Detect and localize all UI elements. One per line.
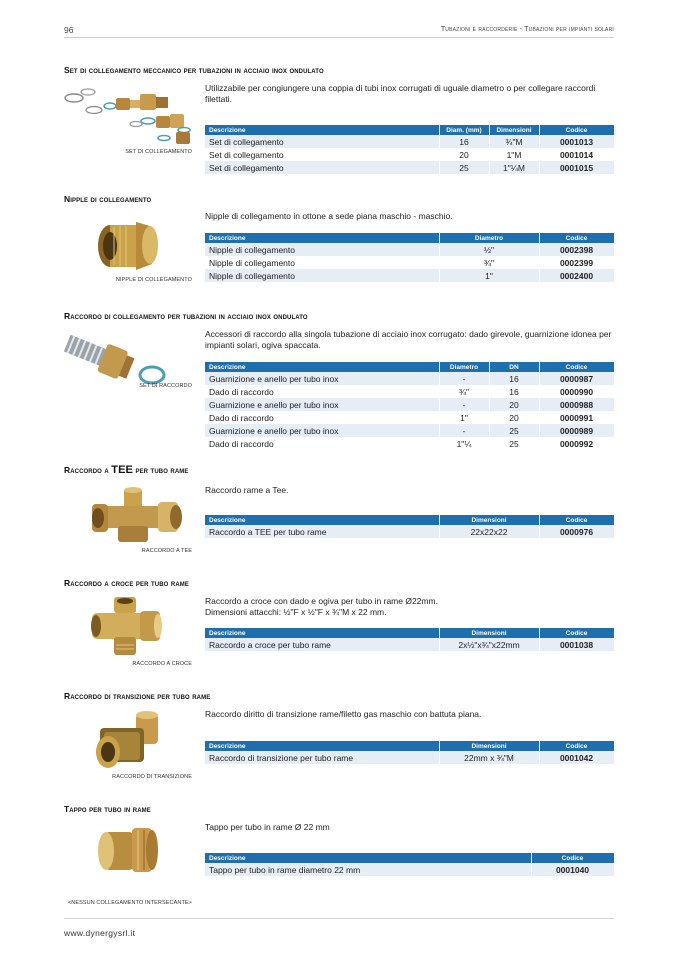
col-header: Dimensioni (439, 628, 539, 638)
col-header: Dimensioni (439, 515, 539, 525)
col-header: Descrizione (205, 515, 439, 525)
col-header: Descrizione (205, 853, 531, 863)
cell-diameter: - (439, 372, 489, 385)
image-caption: <NESSUN COLLEGAMENTO INTERSECANTE> (67, 900, 192, 906)
col-header: Descrizione (205, 233, 439, 243)
cell-code: 0000988 (539, 398, 614, 411)
product-image-tee (88, 486, 184, 546)
cell-code: 0002398 (539, 243, 614, 256)
section-title: Set di collegamento meccanico per tubazioni in acciaio inox ondulato (64, 65, 324, 75)
section-title (64, 464, 189, 476)
cell-code: 0001013 (539, 135, 614, 148)
header-title: Tubazioni e raccorderie - Tubazioni per impianti solari (440, 26, 614, 33)
image-caption: SET DI COLLEGAMENTO (125, 149, 192, 155)
table-row (205, 148, 614, 161)
product-image-set-raccordo (64, 329, 174, 391)
description-line: Raccordo a croce con dado e ogiva per tubo in rame Ø22mm. (205, 596, 438, 606)
image-caption: RACCORDO DI TRANSIZIONE (112, 774, 192, 780)
section-title-tee: TEE (111, 464, 133, 476)
table-row (205, 243, 614, 256)
cell-dn: 16 (489, 372, 539, 385)
image-caption: NIPPLE DI COLLEGAMENTO (115, 277, 192, 283)
cell-code: 0000987 (539, 372, 614, 385)
col-header: Descrizione (205, 628, 439, 638)
product-table (205, 362, 615, 450)
table-row (205, 398, 614, 411)
description-line: Dimensioni attacchi: ½"F x ½"F x ¾"M x 22 mm. (205, 607, 387, 617)
col-header: Codice (539, 628, 614, 638)
cell-code: 0001014 (539, 148, 614, 161)
cell-description: Set di collegamento (205, 161, 439, 174)
cell-dimension: 1"¼M (489, 161, 539, 174)
section-description: Tappo per tubo in rame Ø 22 mm (205, 822, 330, 832)
cell-diameter: 25 (439, 161, 489, 174)
col-header: Diametro (439, 362, 489, 372)
product-image-croce (90, 597, 162, 659)
cell-diameter: - (439, 424, 489, 437)
col-header: DN (489, 362, 539, 372)
cell-diameter: ¾" (439, 256, 539, 269)
col-header: Codice (539, 515, 614, 525)
cell-diameter: 20 (439, 148, 489, 161)
section-description: Nipple di collegamento in ottone a sede piana maschio - maschio. (205, 211, 453, 221)
section-title-part: per tubo rame (133, 465, 189, 475)
product-table (205, 233, 615, 282)
cell-dimension: 22mm x ¾"M (439, 751, 539, 764)
cell-diameter: 1" (439, 411, 489, 424)
cell-dimension: ¾"M (489, 135, 539, 148)
image-caption: RACCORDO A CROCE (132, 661, 192, 667)
cell-description: Set di collegamento (205, 135, 439, 148)
cell-dn: 20 (489, 411, 539, 424)
col-header: Descrizione (205, 741, 439, 751)
col-header: Dimensioni (439, 741, 539, 751)
product-image-transizione (90, 710, 162, 772)
table-row (205, 525, 614, 538)
table-row (205, 135, 614, 148)
col-header: Descrizione (205, 362, 439, 372)
cell-code: 0001038 (539, 638, 614, 651)
cell-code: 0002400 (539, 269, 614, 282)
cell-description: Dado di raccordo (205, 437, 439, 450)
page-number: 96 (64, 25, 74, 35)
cell-code: 0000989 (539, 424, 614, 437)
cell-code: 0001040 (531, 863, 614, 876)
cell-dimension: 1"M (489, 148, 539, 161)
cell-code: 0000976 (539, 525, 614, 538)
footer-divider (64, 918, 614, 919)
table-row (205, 372, 614, 385)
cell-description: Nipple di collegamento (205, 243, 439, 256)
col-header: Codice (539, 741, 614, 751)
section-title: Raccordo di transizione per tubo rame (64, 691, 211, 701)
section-description (205, 596, 615, 618)
col-header: Codice (539, 362, 614, 372)
section-title: Raccordo di collegamento per tubazioni in acciaio inox ondulato (64, 311, 308, 321)
cell-diameter: 16 (439, 135, 489, 148)
section-description: Raccordo diritto di transizione rame/filetto gas maschio con battuta piana. (205, 709, 482, 719)
cell-diameter: ½" (439, 243, 539, 256)
cell-diameter: - (439, 398, 489, 411)
product-table (205, 515, 615, 538)
table-row (205, 863, 614, 876)
cell-description: Tappo per tubo in rame diametro 22 mm (205, 863, 531, 876)
cell-code: 0001015 (539, 161, 614, 174)
col-header: Dimensioni (489, 125, 539, 135)
product-table (205, 628, 615, 651)
table-row (205, 411, 614, 424)
product-image-set-collegamento (64, 84, 199, 150)
section-description: Utilizzabile per congiungere una coppia di tubi inox corrugati di uguale diametro o per collegare raccordi filettati. (205, 83, 596, 104)
cell-description: Raccordo a TEE per tubo rame (205, 525, 439, 538)
product-table (205, 853, 615, 876)
cell-code: 0002399 (539, 256, 614, 269)
cell-code: 0001042 (539, 751, 614, 764)
cell-code: 0000991 (539, 411, 614, 424)
cell-description: Nipple di collegamento (205, 256, 439, 269)
table-row (205, 437, 614, 450)
product-image-nipple (90, 218, 160, 272)
table-row (205, 385, 614, 398)
cell-code: 0000992 (539, 437, 614, 450)
cell-description: Guarnizione e anello per tubo inox (205, 424, 439, 437)
product-image-tappo (94, 822, 160, 878)
cell-dn: 25 (489, 424, 539, 437)
cell-dimension: 2x½"x¾"x22mm (439, 638, 539, 651)
cell-description: Dado di raccordo (205, 411, 439, 424)
cell-code: 0000990 (539, 385, 614, 398)
col-header: Codice (539, 125, 614, 135)
col-header: Descrizione (205, 125, 439, 135)
page-header (64, 24, 614, 38)
section-title: Tappo per tubo in rame (64, 804, 151, 814)
table-row (205, 424, 614, 437)
table-row (205, 751, 614, 764)
cell-description: Nipple di collegamento (205, 269, 439, 282)
table-row (205, 638, 614, 651)
section-description: Accessori di raccordo alla singola tubazione di acciaio inox corrugato: dado girevole, guarnizione idonea per impianti solari, ogiva spaccata. (205, 329, 612, 350)
table-row (205, 256, 614, 269)
footer-url[interactable]: www.dynergysrl.it (64, 928, 136, 938)
image-caption: SET DI RACCORDO (139, 383, 192, 389)
col-header: Diametro (439, 233, 539, 243)
col-header: Diam. (mm) (439, 125, 489, 135)
cell-description: Guarnizione e anello per tubo inox (205, 398, 439, 411)
cell-description: Guarnizione e anello per tubo inox (205, 372, 439, 385)
section-description: Raccordo rame a Tee. (205, 485, 289, 495)
section-title: Nipple di collegamento (64, 194, 152, 204)
col-header: Codice (531, 853, 614, 863)
cell-description: Set di collegamento (205, 148, 439, 161)
cell-dn: 20 (489, 398, 539, 411)
cell-diameter: ¾" (439, 385, 489, 398)
cell-dn: 25 (489, 437, 539, 450)
cell-description: Dado di raccordo (205, 385, 439, 398)
product-table (205, 125, 615, 174)
product-table (205, 741, 615, 764)
table-row (205, 269, 614, 282)
image-caption: RACCORDO A TEE (141, 548, 192, 554)
cell-diameter: 1"¼ (439, 437, 489, 450)
cell-dn: 16 (489, 385, 539, 398)
cell-diameter: 1" (439, 269, 539, 282)
section-title-part: Raccordo a (64, 465, 112, 475)
section-title: Raccordo a croce per tubo rame (64, 578, 189, 588)
table-row (205, 161, 614, 174)
cell-description: Raccordo a croce per tubo rame (205, 638, 439, 651)
cell-dimension: 22x22x22 (439, 525, 539, 538)
cell-description: Raccordo di transizione per tubo rame (205, 751, 439, 764)
col-header: Codice (539, 233, 614, 243)
